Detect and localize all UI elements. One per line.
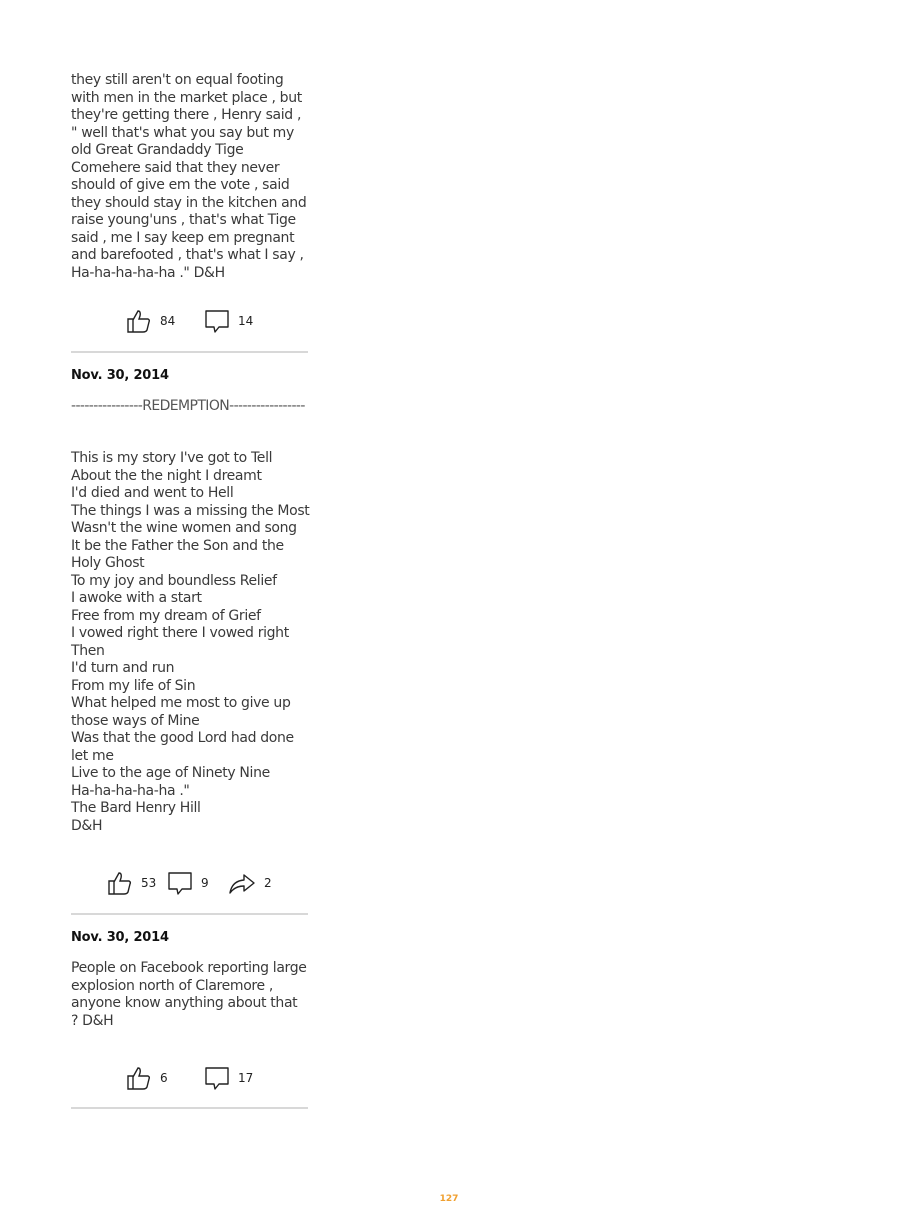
poem-line: What helped me most to give up those ways of Mine xyxy=(71,695,291,729)
poem-line: About the the night I dreamt xyxy=(71,467,262,484)
poem-line: This is my story I've got to Tell xyxy=(71,450,273,466)
thumbs-up-icon xyxy=(126,308,152,334)
poem-line: To my joy and boundless Relief xyxy=(71,572,277,589)
post-2-comment-count: 9 xyxy=(201,876,209,890)
post-3-actions xyxy=(71,1063,308,1093)
post-3-like-button[interactable] xyxy=(126,1063,168,1093)
post-3-body-block xyxy=(71,960,308,1030)
poem-line: I awoke with a start xyxy=(71,590,202,606)
comment-bubble-icon xyxy=(167,870,193,896)
post-3-comment-button[interactable] xyxy=(204,1063,253,1093)
poem-line: I vowed right there I vowed right Then xyxy=(71,625,289,659)
post-divider xyxy=(71,913,308,915)
post-2-actions xyxy=(71,868,308,898)
post-2-title-block xyxy=(71,398,308,416)
poem-line: Was that the good Lord had done let me xyxy=(71,730,294,764)
poem-line: I'd turn and run xyxy=(71,660,175,676)
post-1-like-count: 84 xyxy=(160,314,176,328)
post-divider xyxy=(71,1107,308,1109)
post-3-date: Nov. 30, 2014 xyxy=(71,930,169,945)
share-arrow-icon xyxy=(228,870,256,896)
comment-bubble-icon xyxy=(204,1065,230,1091)
poem-line: Live to the age of Ninety Nine xyxy=(71,765,270,781)
comment-bubble-icon xyxy=(204,308,230,334)
poem-line: Ha-ha-ha-ha-ha ." xyxy=(71,782,190,799)
poem-line: The Bard Henry Hill xyxy=(71,800,201,816)
post-2-like-button[interactable] xyxy=(107,868,156,898)
poem-line: I'd died and went to Hell xyxy=(71,485,234,501)
post-3-comment-count: 17 xyxy=(238,1071,254,1085)
poem-line: The things I was a missing the Most xyxy=(71,502,310,519)
post-2-date: Nov. 30, 2014 xyxy=(71,368,169,383)
post-1-like-button[interactable] xyxy=(126,306,175,336)
post-3 xyxy=(71,930,308,945)
post-2-title: ----------------REDEMPTION----------------- xyxy=(71,398,305,414)
post-1-comment-button[interactable] xyxy=(204,306,253,336)
post-1-comment-count: 14 xyxy=(238,314,254,328)
post-3-body: People on Facebook reporting large explosion north of Claremore , anyone know anything about that ? D&H xyxy=(71,960,307,1029)
post-2-poem xyxy=(71,450,308,835)
poem-line: D&H xyxy=(71,817,103,834)
post-2-share-count: 2 xyxy=(264,876,272,890)
poem-line: It be the Father the Son and the Holy Ghost xyxy=(71,537,284,571)
post-3-like-count: 6 xyxy=(160,1071,168,1085)
post-1-body: they still aren't on equal footing with men in the market place , but they're getting there , Henry said , " well that's what you say but my old Great Grandaddy Tige Comehere said that they never should of give em the vote , said they should stay in the kitchen and raise young'uns , that's what Tige said , me I say keep em pregnant and barefooted , that's what I say , Ha-ha-ha-ha-ha ." D&H xyxy=(71,72,307,281)
post-2-share-button[interactable] xyxy=(228,868,272,898)
post-2-like-count: 53 xyxy=(141,876,157,890)
post-2 xyxy=(71,368,308,383)
poem-line: Free from my dream of Grief xyxy=(71,607,261,624)
thumbs-up-icon xyxy=(107,870,133,896)
poem-line: Wasn't the wine women and song xyxy=(71,520,297,536)
post-2-comment-button[interactable] xyxy=(167,868,209,898)
post-1-actions xyxy=(71,306,308,336)
poem-line: From my life of Sin xyxy=(71,677,196,694)
page-number: 127 xyxy=(439,1194,459,1204)
post-1 xyxy=(71,72,308,282)
thumbs-up-icon xyxy=(126,1065,152,1091)
post-divider xyxy=(71,351,308,353)
